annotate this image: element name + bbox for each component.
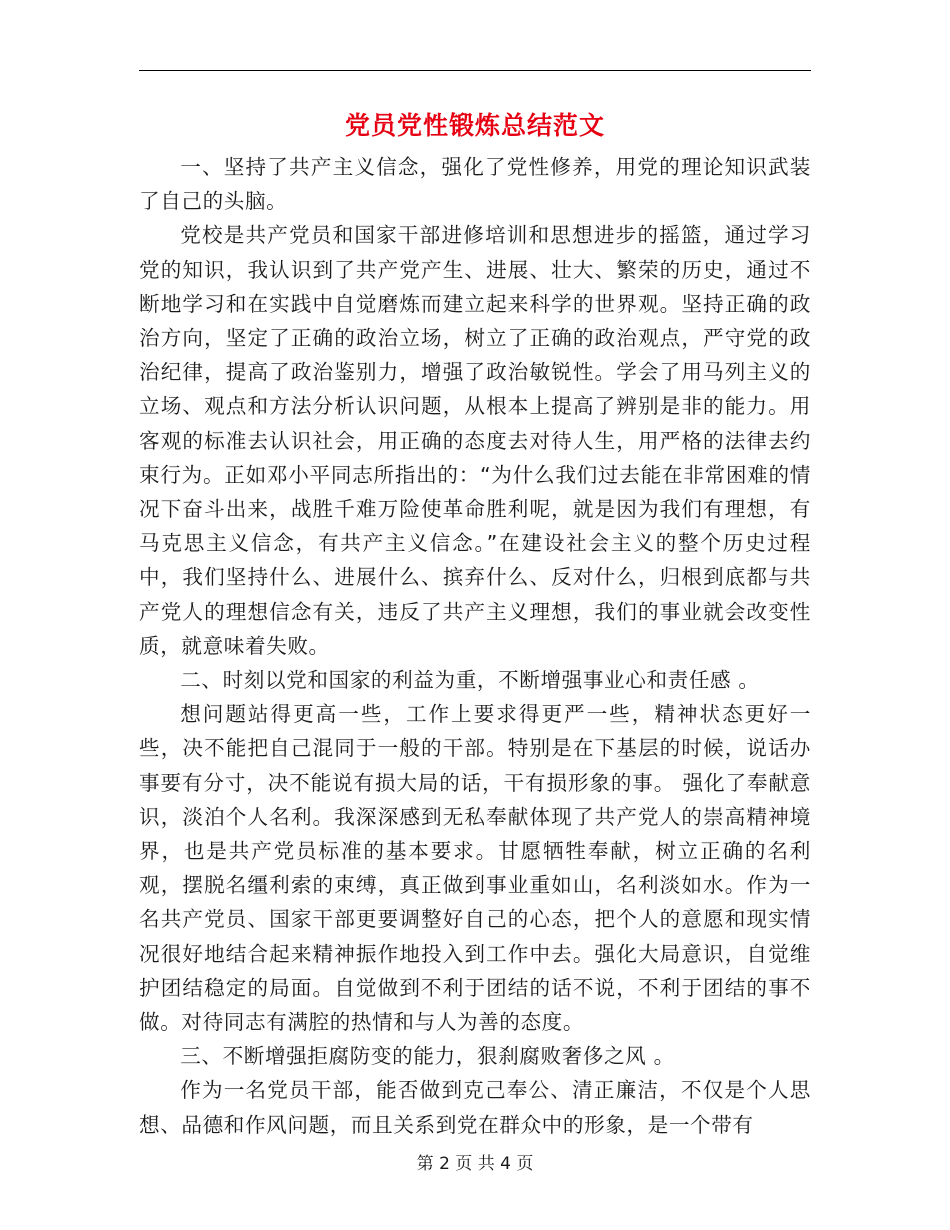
document-title: 党员党性锻炼总结范文 [344, 111, 605, 140]
paragraph: 作为一名党员干部，能否做到克己奉公、清正廉洁，不仅是个人思想、品德和作风问题，而且关系到党在群众中的形象，是一个带有 [139, 1078, 811, 1137]
paragraph: 三、不断增强拒腐防变的能力，狠刹腐败奢侈之风 。 [180, 1044, 675, 1069]
header-rule [139, 70, 811, 71]
paragraph: 一、坚持了共产主义信念，强化了党性修养，用党的理论知识武装了自己的头脑。 [139, 155, 811, 214]
document-body [139, 150, 811, 1142]
paragraph: 二、时刻以党和国家的利益为重，不断增强事业心和责任感 。 [180, 668, 760, 693]
paragraph: 想问题站得更高一些，工作上要求得更严一些，精神状态更好一些，决不能把自己混同于一般的干部。特别是在下基层的时候，说话办事要有分寸，决不能说有损大局的话，干有损形象的事。 强化了奉献意识，淡泊个人名利。我深深感到无私奉献体现了共产党人的崇高精神境界，也是共产党员标准的基本要求。甘愿牺牲奉献，树立正确的名利观，摆脱名缰利索的束缚，真正做到事业重如山，名利淡如水。作为一名共产党员、国家干部更要调整好自己的心态，把个人的意愿和现实情况很好地结合起来精神振作地投入到工作中去。强化大局意识，自觉维护团结稳定的局面。自觉做到不利于团结的话不说，不利于团结的事不做。对待同志有满腔的热情和与人为善的态度。 [139, 702, 811, 1035]
paragraph: 党校是共产党员和国家干部进修培训和思想进步的摇篮，通过学习党的知识，我认识到了共产党产生、进展、壮大、繁荣的历史，通过不断地学习和在实践中自觉磨炼而建立起来科学的世界观。坚持正确的政治方向，坚定了正确的政治立场，树立了正确的政治观点，严守党的政治纪律，提高了政治鉴别力，增强了政治敏锐性。学会了用马列主义的立场、观点和方法分析认识问题，从根本上提高了辨别是非的能力。用客观的标准去认识社会，用正确的态度去对待人生，用严格的法律去约束行为。正如邓小平同志所指出的：“为什么我们过去能在非常困难的情况下奋斗出来，战胜千难万险使革命胜利呢，就是因为我们有理想，有马克思主义信念，有共产主义信念。”在建设社会主义的整个历史过程中，我们坚持什么、进展什么、摈弃什么、反对什么，归根到底都与共产党人的理想信念有关，违反了共产主义理想，我们的事业就会改变性质，就意味着失败。 [139, 223, 811, 658]
page-footer: 第 2 页 共 4 页 [416, 1154, 534, 1174]
